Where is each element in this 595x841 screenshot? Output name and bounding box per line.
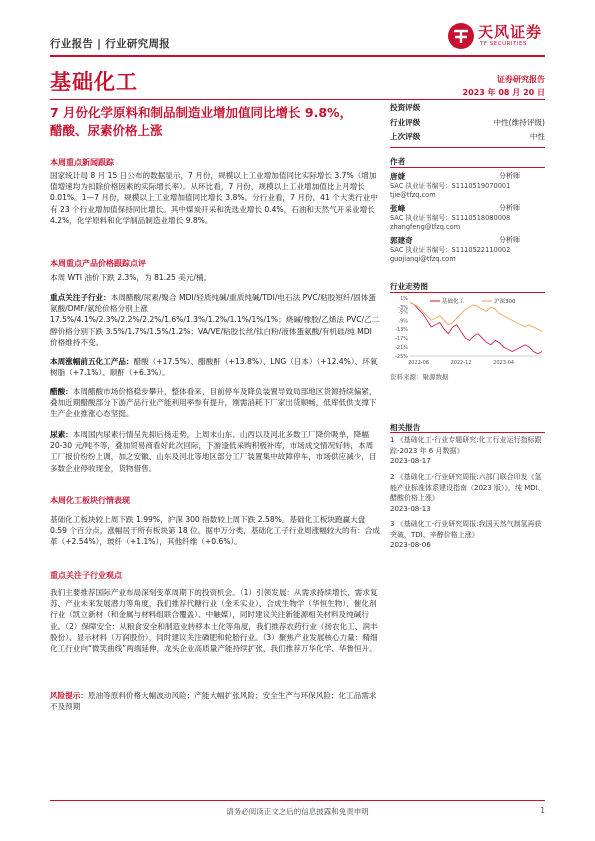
report-type: 证券研究报告 [497, 75, 545, 84]
related-report-date: 2023-08-13 [390, 504, 431, 513]
chart-lines [410, 303, 542, 354]
author-sac: SAC 执业证书编号：S1110522110002 [390, 246, 511, 254]
top5-products-text: 醋酸（+17.5%）、醋酸酐（+13.8%）、LNG（日本）（+12.4%）、环氧树脂（+7.1%）、顺酐（+6.3%）。 [50, 357, 378, 378]
wti-text: 本周 WTI 油价下跌 2.3%，为 81.25 美元/桶。 [50, 273, 212, 282]
section-market-body: 基础化工板块较上周下跌 1.99%，沪深 300 指数较上周下跌 2.58%。基础化工板块跑赢大盘 0.59 个百分点，涨幅居于所有板块第 18 位。据申万分类，基础化工子行业周涨幅较大的有：合成革（+2.54%），玻纤（+1.1%），其他纤维（+0.6%）。 [50, 515, 380, 547]
related-report-date: 2023-08-17 [390, 457, 431, 466]
section-price-title: 本周重点产品价格跟踪点评 [50, 259, 146, 268]
brand-logo [446, 19, 551, 53]
author-email[interactable]: zhangfeng@tfzq.com [390, 223, 461, 232]
related-report[interactable] [390, 472, 545, 514]
section-views-body: 我们主要推荐国际产业布局深刻变革周期下的投资机会。（1）引领发展：从需求持续增长、需求复苏、产业未来发展潜力等角度，我们推荐代糖行业（金禾实业）、合成生物学（华恒生物）、催化剂行业（凯立新材（和金属与材料组联合覆盖）、中触媒），同时建议关注新能源相关材料及纯碱行业。（2）保障安全：从粮食安全和制造业转移本土化等角度，我们推荐农药行业（扬农化工、润丰股份）、显示材料（万润股份），同时建议关注磷肥和轮胎行业。（3）聚焦产业发展核心力量：精细化工行业向“微笑曲线”两端延伸，龙头企业高质量产能持续扩张，我们推荐万华化学、华鲁恒升。 [50, 588, 378, 654]
author-sac: SAC 执业证书编号：S1110519070001 [390, 182, 511, 190]
footer-disclaimer: 请务必阅读正文之后的信息披露和免责申明 [226, 807, 369, 816]
legend-label: 基础化工 [442, 299, 465, 305]
chart-section-title: 行业走势图 [390, 282, 428, 291]
author-card [390, 235, 545, 265]
logo-en: TF SECURITIES [480, 41, 527, 47]
acetic-acid-lead: 醋酸： [50, 387, 73, 396]
report-date: 2023 年 08 月 20 日 [462, 88, 545, 97]
author-role: 分析师 [499, 172, 520, 180]
y-tick-label: -17% [395, 336, 408, 343]
risk-text: 原油等原料价格大幅波动风险；产能大幅扩张风险；安全生产与环保风险；化工品需求不及预期 [50, 691, 377, 712]
series-line [410, 303, 542, 332]
related-rule [390, 432, 545, 433]
urea [50, 429, 380, 474]
risk-lead: 风险提示： [50, 691, 88, 700]
authors-title: 作者 [390, 157, 406, 166]
page-number: 1 [540, 806, 545, 815]
report-title-line2: 醋酸、尿素价格上涨 [50, 123, 163, 138]
trend-chart [390, 294, 545, 369]
top5-products [50, 356, 380, 378]
author-email[interactable]: tjie@tfzq.com [390, 191, 436, 200]
author-name: 唐婕 [390, 172, 406, 181]
related-report-date: 2023-08-06 [390, 541, 431, 550]
y-tick-label: -9% [398, 318, 408, 325]
related-report[interactable] [390, 519, 545, 551]
author-card [390, 171, 545, 201]
x-tick-label: 2022-08 [408, 360, 429, 366]
y-tick-label: -5% [398, 309, 408, 316]
ratings-title: 投资评级 [390, 103, 421, 112]
author-email[interactable]: guojianqi@tfzq.com [390, 255, 456, 264]
urea-lead: 尿素： [50, 430, 73, 439]
focus-subsector-lead: 重点关注子行业： [50, 293, 111, 302]
y-tick-label: 1% [400, 296, 408, 302]
series-line [410, 303, 542, 354]
chart-legend [430, 297, 516, 305]
related-report-title[interactable]: 2 《基础化工-行业研究周报:六部门联合印发《氢能产业标准体系建设指南（2023 版）》，纯 MDI、醋酸价格上涨》 [390, 473, 545, 503]
author-role: 分析师 [499, 204, 520, 212]
section-market-title: 本周化工板块行情表现 [50, 496, 130, 505]
chart-rule [390, 292, 545, 293]
focus-subsector-text: 本周醋酸/尿素/聚合 MDI/轻质纯碱/重质纯碱/TDI/电石法 PVC/粘胶短纤/固体蛋氨酸/DMF/氨纶价格分别上涨 17.5%/4.1%/2.3%/2.2%/2.2%/1.6%/1.3%/1.2%/1.1%/1%/1%；烧碱/橡胶/乙烯法 PVC/乙二醇价格分别下跌 3.5%/1.7%/1.5%/1.2%；VA/VE/粘胶长丝/钛白粉/液体蛋氨酸/有机硅/纯 MDI 价格维持不变。 [50, 293, 380, 347]
section-news-title: 本周重点新闻跟踪 [50, 158, 114, 167]
footer-rule [50, 800, 545, 801]
section-views-title: 重点关注子行业观点 [50, 571, 122, 580]
x-tick-label: 2022-12 [450, 360, 472, 366]
logo-cn: 天风证券 [478, 23, 543, 41]
author-name: 郭建奇 [390, 236, 413, 245]
y-tick-label: -25% [395, 354, 408, 360]
y-tick-label: -21% [395, 345, 408, 352]
risk-warning [50, 690, 380, 712]
author-card [390, 203, 545, 233]
focus-subsector [50, 292, 380, 348]
chart-source: 资料来源：聚源数据 [390, 373, 449, 381]
tf-logo-icon [446, 21, 476, 51]
author-role: 分析师 [499, 236, 520, 244]
y-tick-label: -3% [398, 304, 408, 311]
industry-rating-label: 行业评级 [390, 118, 421, 127]
related-report[interactable] [390, 435, 545, 467]
industry-rating-value: 中性(维持评级) [493, 118, 545, 127]
acetic-acid [50, 386, 380, 420]
header-rule [50, 55, 545, 57]
last-rating [390, 131, 545, 142]
report-title [50, 104, 380, 140]
authors-rule [390, 167, 545, 168]
section-news-body: 国家统计局 8 月 15 日公布的数据显示，7 月份，规模以上工业增加值同比实际增长 3.7%（增加值增速均为扣除价格因素的实际增长率）。从环比看，7 月份，规模以上工业增加值比上月增长 0.01%。1—7 月份，规模以上工业增加值同比增长 3.8%。分行业看，7 月份，41 个大类行业中有 23 个行业增加值保持同比增长。其中煤炭开采和洗选业增长 0.4%，石油和天然气开采业增长 4.2%，化学原料和化学制品制造业增长 9.8%。 [50, 171, 378, 225]
last-rating-label: 上次评级 [390, 132, 421, 141]
x-tick-label: 2023-04 [493, 360, 515, 366]
acetic-acid-text: 本周醋酸市场价格稳步攀升，整体看来，目前停车及降负装置导致局部地区货源持续偏紧，叠加近期醋酸部分下游产品行业产能利用率参有提升，刚需消耗下厂家出货顺畅，低库低供支撑下生产企业推涨心态坚挺。 [50, 387, 377, 419]
industry-name: 基础化工 [50, 70, 138, 94]
related-report-title[interactable]: 3 《基础化工-行业研究周报:我国天然气制氢再获突破，TDI、辛醇价格上涨》 [390, 520, 542, 539]
author-name: 张峰 [390, 204, 406, 213]
legend-label: 沪深300 [494, 299, 516, 305]
urea-text: 本周国内尿素行情呈先抑后扬走势，上周末山东、山西以及河北多数工厂降价吸单，降幅 20-30 元/吨不等，叠加贸易商看好此次回际，下游逢低采购积极补库，市场成交情况好转，本周工厂报价纷纷上调，加之安徽、山东及河北等地区部分工厂装置集中故障停车，市场供应减少，目多数企业停收现金，货物惜售。 [50, 430, 377, 473]
related-report-title[interactable]: 1 《基础化工-行业专题研究:化工行业运行指标跟踪-2023 年 6 月数据》 [390, 436, 542, 455]
industry-rating [390, 117, 545, 128]
title-rule [50, 99, 545, 100]
report-category: 行业报告 | 行业研究周报 [50, 38, 171, 50]
related-title: 相关报告 [390, 423, 421, 432]
y-tick-label: -13% [395, 327, 408, 334]
author-sac: SAC 执业证书编号：S1110518080008 [390, 214, 511, 222]
report-title-line1: 7 月份化学原料和制品制造业增加值同比增长 9.8%， [50, 105, 353, 120]
top5-products-lead: 本周涨幅前五化工产品： [50, 357, 134, 366]
last-rating-value: 中性 [529, 132, 545, 141]
ratings-rule [390, 147, 545, 148]
